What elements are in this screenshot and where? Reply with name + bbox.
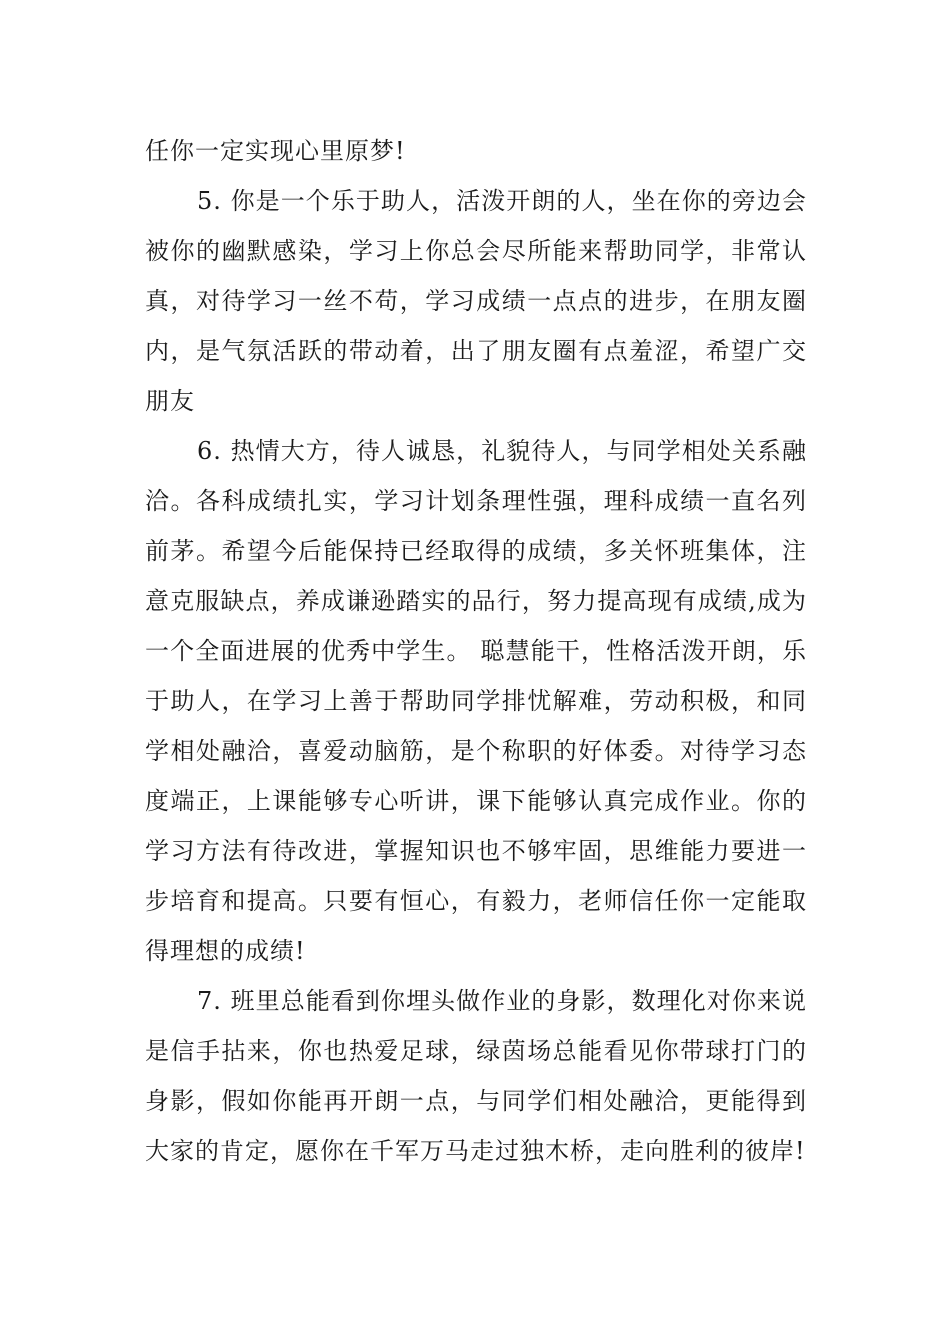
paragraph-continuation: 任你一定实现心里原梦! — [145, 137, 406, 165]
paragraph-item-6: 6. 热情大方，待人诚恳，礼貌待人，与同学相处关系融洽。各科成绩扎实，学习计划条理性强，理科成绩一直名列前茅。希望今后能保持已经取得的成绩，多关怀班集体，注意克服缺点，养成谦逊踏实的品行，努力提高现有成绩,成为一个全面进展的优秀中学生。 聪慧能干，性格活泼开朗，乐于助人，在学习上善于帮助同学排忧解难，劳动积极，和同学相处融洽，喜爱动脑筋，是个称职的好体委。对待学习态度端正，上课能够专心听讲，课下能够认真完成作业。你的学习方法有待改进，掌握知识也不够牢固，思维能力要进一步培育和提高。只要有恒心，有毅力，老师信任你一定能取得理想的成绩! — [145, 437, 807, 965]
paragraph-item-7: 7. 班里总能看到你埋头做作业的身影，数理化对你来说是信手拈来，你也热爱足球，绿茵场总能看见你带球打门的身影，假如你能再开朗一点，与同学们相处融洽，更能得到大家的肯定，愿你在千军万马走过独木桥，走向胜利的彼岸! — [145, 987, 807, 1165]
document-body — [145, 126, 807, 1176]
paragraph-item-5: 5. 你是一个乐于助人，活泼开朗的人，坐在你的旁边会被你的幽默感染，学习上你总会尽所能来帮助同学，非常认真，对待学习一丝不苟，学习成绩一点点的进步，在朋友圈内，是气氛活跃的带动着，出了朋友圈有点羞涩，希望广交朋友 — [145, 187, 807, 415]
